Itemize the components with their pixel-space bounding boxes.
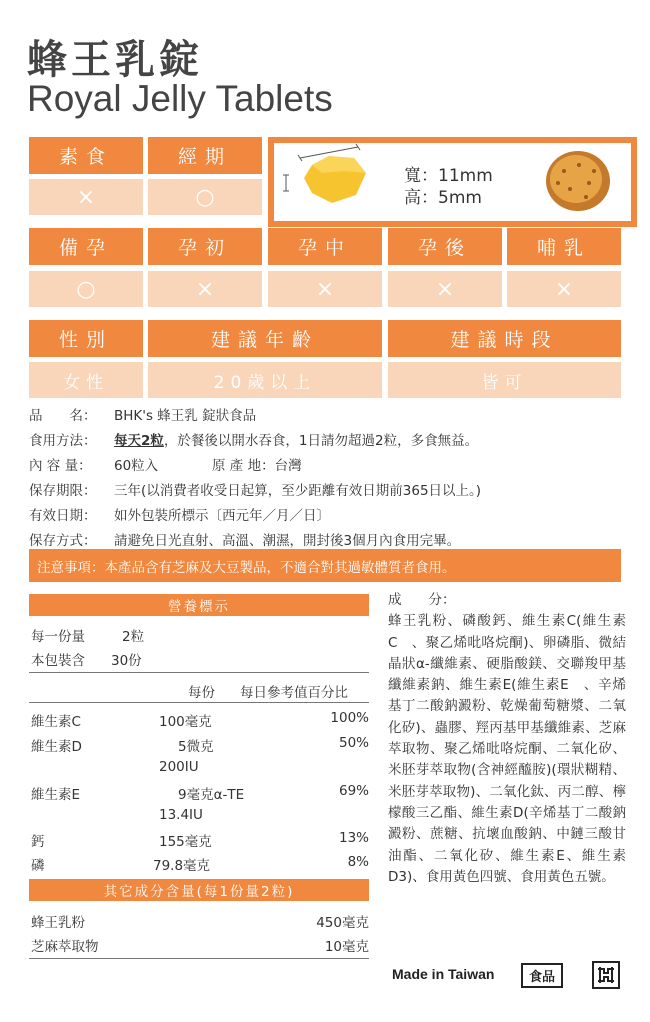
nutrient-sub-amount: 13.4IU <box>159 807 203 823</box>
info-name-value: BHK's 蜂王乳 錠狀食品 <box>114 408 257 424</box>
pregnancy-header-prep: 備孕 <box>29 228 143 265</box>
serving-size-label: 每一份量 <box>31 629 85 645</box>
nutrient-name: 鈣 <box>31 834 45 850</box>
info-name-row <box>29 404 256 424</box>
nutrient-amount: 9毫克α-TE <box>178 787 245 803</box>
audience-header-gender: 性別 <box>29 320 143 357</box>
pregnancy-value-mid: × <box>268 271 382 307</box>
audience-header-time: 建議時段 <box>388 320 621 357</box>
other-ingredient-amount: 10毫克 <box>324 939 369 955</box>
pregnancy-value-prep: ○ <box>29 271 143 307</box>
info-shelf-row <box>29 479 481 499</box>
nutrient-amount: 79.8毫克 <box>153 858 211 874</box>
servings-value: 30份 <box>111 653 142 669</box>
info-content-value: 60粒入 <box>114 458 159 474</box>
info-origin-value: 台灣 <box>274 458 302 474</box>
nutrition-divider <box>29 672 369 673</box>
tablet-height-label: 高：5mm <box>404 188 482 208</box>
diet-header-vegetarian: 素食 <box>29 137 143 174</box>
nutrient-name: 磷 <box>31 858 45 874</box>
nutrient-name: 維生素D <box>31 739 82 755</box>
diet-value-vegetarian: × <box>29 179 143 215</box>
info-usage-bold: 每天2粒 <box>114 433 164 449</box>
nutrition-bottom-rule <box>29 958 369 959</box>
diet-header-period: 經期 <box>148 137 262 174</box>
made-in-label: Made in Taiwan <box>392 966 495 982</box>
audience-value-age: 20歲以上 <box>148 362 382 398</box>
nutrient-dv: 8% <box>347 854 369 870</box>
nutrition-header: 營養標示 <box>29 594 369 616</box>
product-title-zh: 蜂王乳錠 <box>27 37 203 83</box>
nutrient-name: 維生素C <box>31 714 81 730</box>
nutrient-dv: 100% <box>330 710 369 726</box>
nutrient-name: 維生素E <box>31 787 81 803</box>
pregnancy-value-late: × <box>388 271 502 307</box>
info-content-row <box>29 454 302 474</box>
pregnancy-header-nursing: 哺乳 <box>507 228 621 265</box>
info-content-label: 內 容 量： <box>29 458 92 474</box>
info-storage-row <box>29 529 460 549</box>
nutrient-sub-amount: 200IU <box>159 759 199 775</box>
food-badge: 食品 <box>521 963 563 988</box>
tablet-size-box <box>268 137 637 227</box>
audience-header-age: 建議年齡 <box>148 320 382 357</box>
ingredients-block <box>388 590 626 888</box>
info-expiry-label: 有效日期： <box>29 508 97 524</box>
nutrient-dv: 13% <box>338 830 369 846</box>
info-shelf-value: 三年(以消費者收受日起算，至少距離有效日期前365日以上。) <box>114 483 482 499</box>
pregnancy-header-late: 孕後 <box>388 228 502 265</box>
nutrient-dv: 50% <box>338 735 369 751</box>
warning-banner: 注意事項：本產品含有芝麻及大豆製品，不適合對其過敏體質者食用。 <box>29 549 621 582</box>
info-storage-label: 保存方式： <box>29 533 97 549</box>
info-usage-label: 食用方法： <box>29 433 97 449</box>
nutrition-divider <box>29 702 369 703</box>
ingredients-text: 蜂王乳粉、磷酸鈣、維生素C(維生素C 、聚乙烯吡咯烷酮)、卵磷脂、微結晶狀α-纖維素、硬脂酸鎂、交聯羧甲基纖維素鈉、維生素E(維生素E 、辛烯基丁二酸鈉澱粉、乾燥葡萄糖漿、二氧化矽)、蟲膠、羥丙基甲基纖維素、芝麻萃取物、聚乙烯吡咯烷酮、二氧化矽、米胚芽萃取物(含神經醯胺)(環狀糊精、米胚芽萃取物)、二氧化鈦、丙二醇、檸檬酸三乙酯、維生素D(辛烯基丁二酸鈉澱粉、蔗糖、抗壞血酸鈉、中鏈三酸甘油酯、二氧化矽、維生素E、維生素D3)、食用黃色四號、食用黃色五號。 <box>388 613 626 885</box>
other-ingredients-header: 其它成分含量(每1份量2粒) <box>29 879 369 901</box>
info-expiry-row <box>29 504 330 524</box>
nutrient-amount: 100毫克 <box>159 714 212 730</box>
pregnancy-header-early: 孕初 <box>148 228 262 265</box>
nutrient-dv: 69% <box>338 783 369 799</box>
info-usage-rest: ，於餐後以開水吞食，1日請勿超過2粒，多食無益。 <box>163 433 479 449</box>
ingredients-label: 成 分： <box>388 592 456 608</box>
info-name-label: 品 名： <box>29 408 97 424</box>
nutrient-amount: 155毫克 <box>159 834 212 850</box>
audience-value-time: 皆可 <box>388 362 621 398</box>
info-storage-value: 請避免日光直射、高溫、潮濕，開封後3個月內食用完畢。 <box>114 533 461 549</box>
pregnancy-value-nursing: × <box>507 271 621 307</box>
info-usage-row <box>29 429 478 449</box>
pregnancy-value-early: × <box>148 271 262 307</box>
diet-value-period: ○ <box>148 179 262 215</box>
audience-value-gender: 女性 <box>29 362 143 398</box>
other-ingredient-name: 蜂王乳粉 <box>31 915 85 931</box>
other-ingredient-name: 芝麻萃取物 <box>31 939 99 955</box>
tablet-width-label: 寬：11mm <box>404 166 493 186</box>
servings-label: 本包裝含 <box>31 653 85 669</box>
info-origin-label: 原 產 地： <box>212 458 275 474</box>
other-ingredient-amount: 450毫克 <box>316 915 369 931</box>
serving-size-value: 2粒 <box>122 629 145 645</box>
recycle-icon <box>592 961 620 989</box>
product-title-en: Royal Jelly Tablets <box>27 78 333 119</box>
info-shelf-label: 保存期限： <box>29 483 97 499</box>
nutrient-amount: 5微克 <box>178 739 214 755</box>
col-per-serving: 每份 <box>188 685 215 701</box>
pregnancy-header-mid: 孕中 <box>268 228 382 265</box>
info-expiry-value: 如外包裝所標示〔西元年／月／日〕 <box>114 508 330 524</box>
col-daily-value: 每日參考值百分比 <box>240 685 348 701</box>
